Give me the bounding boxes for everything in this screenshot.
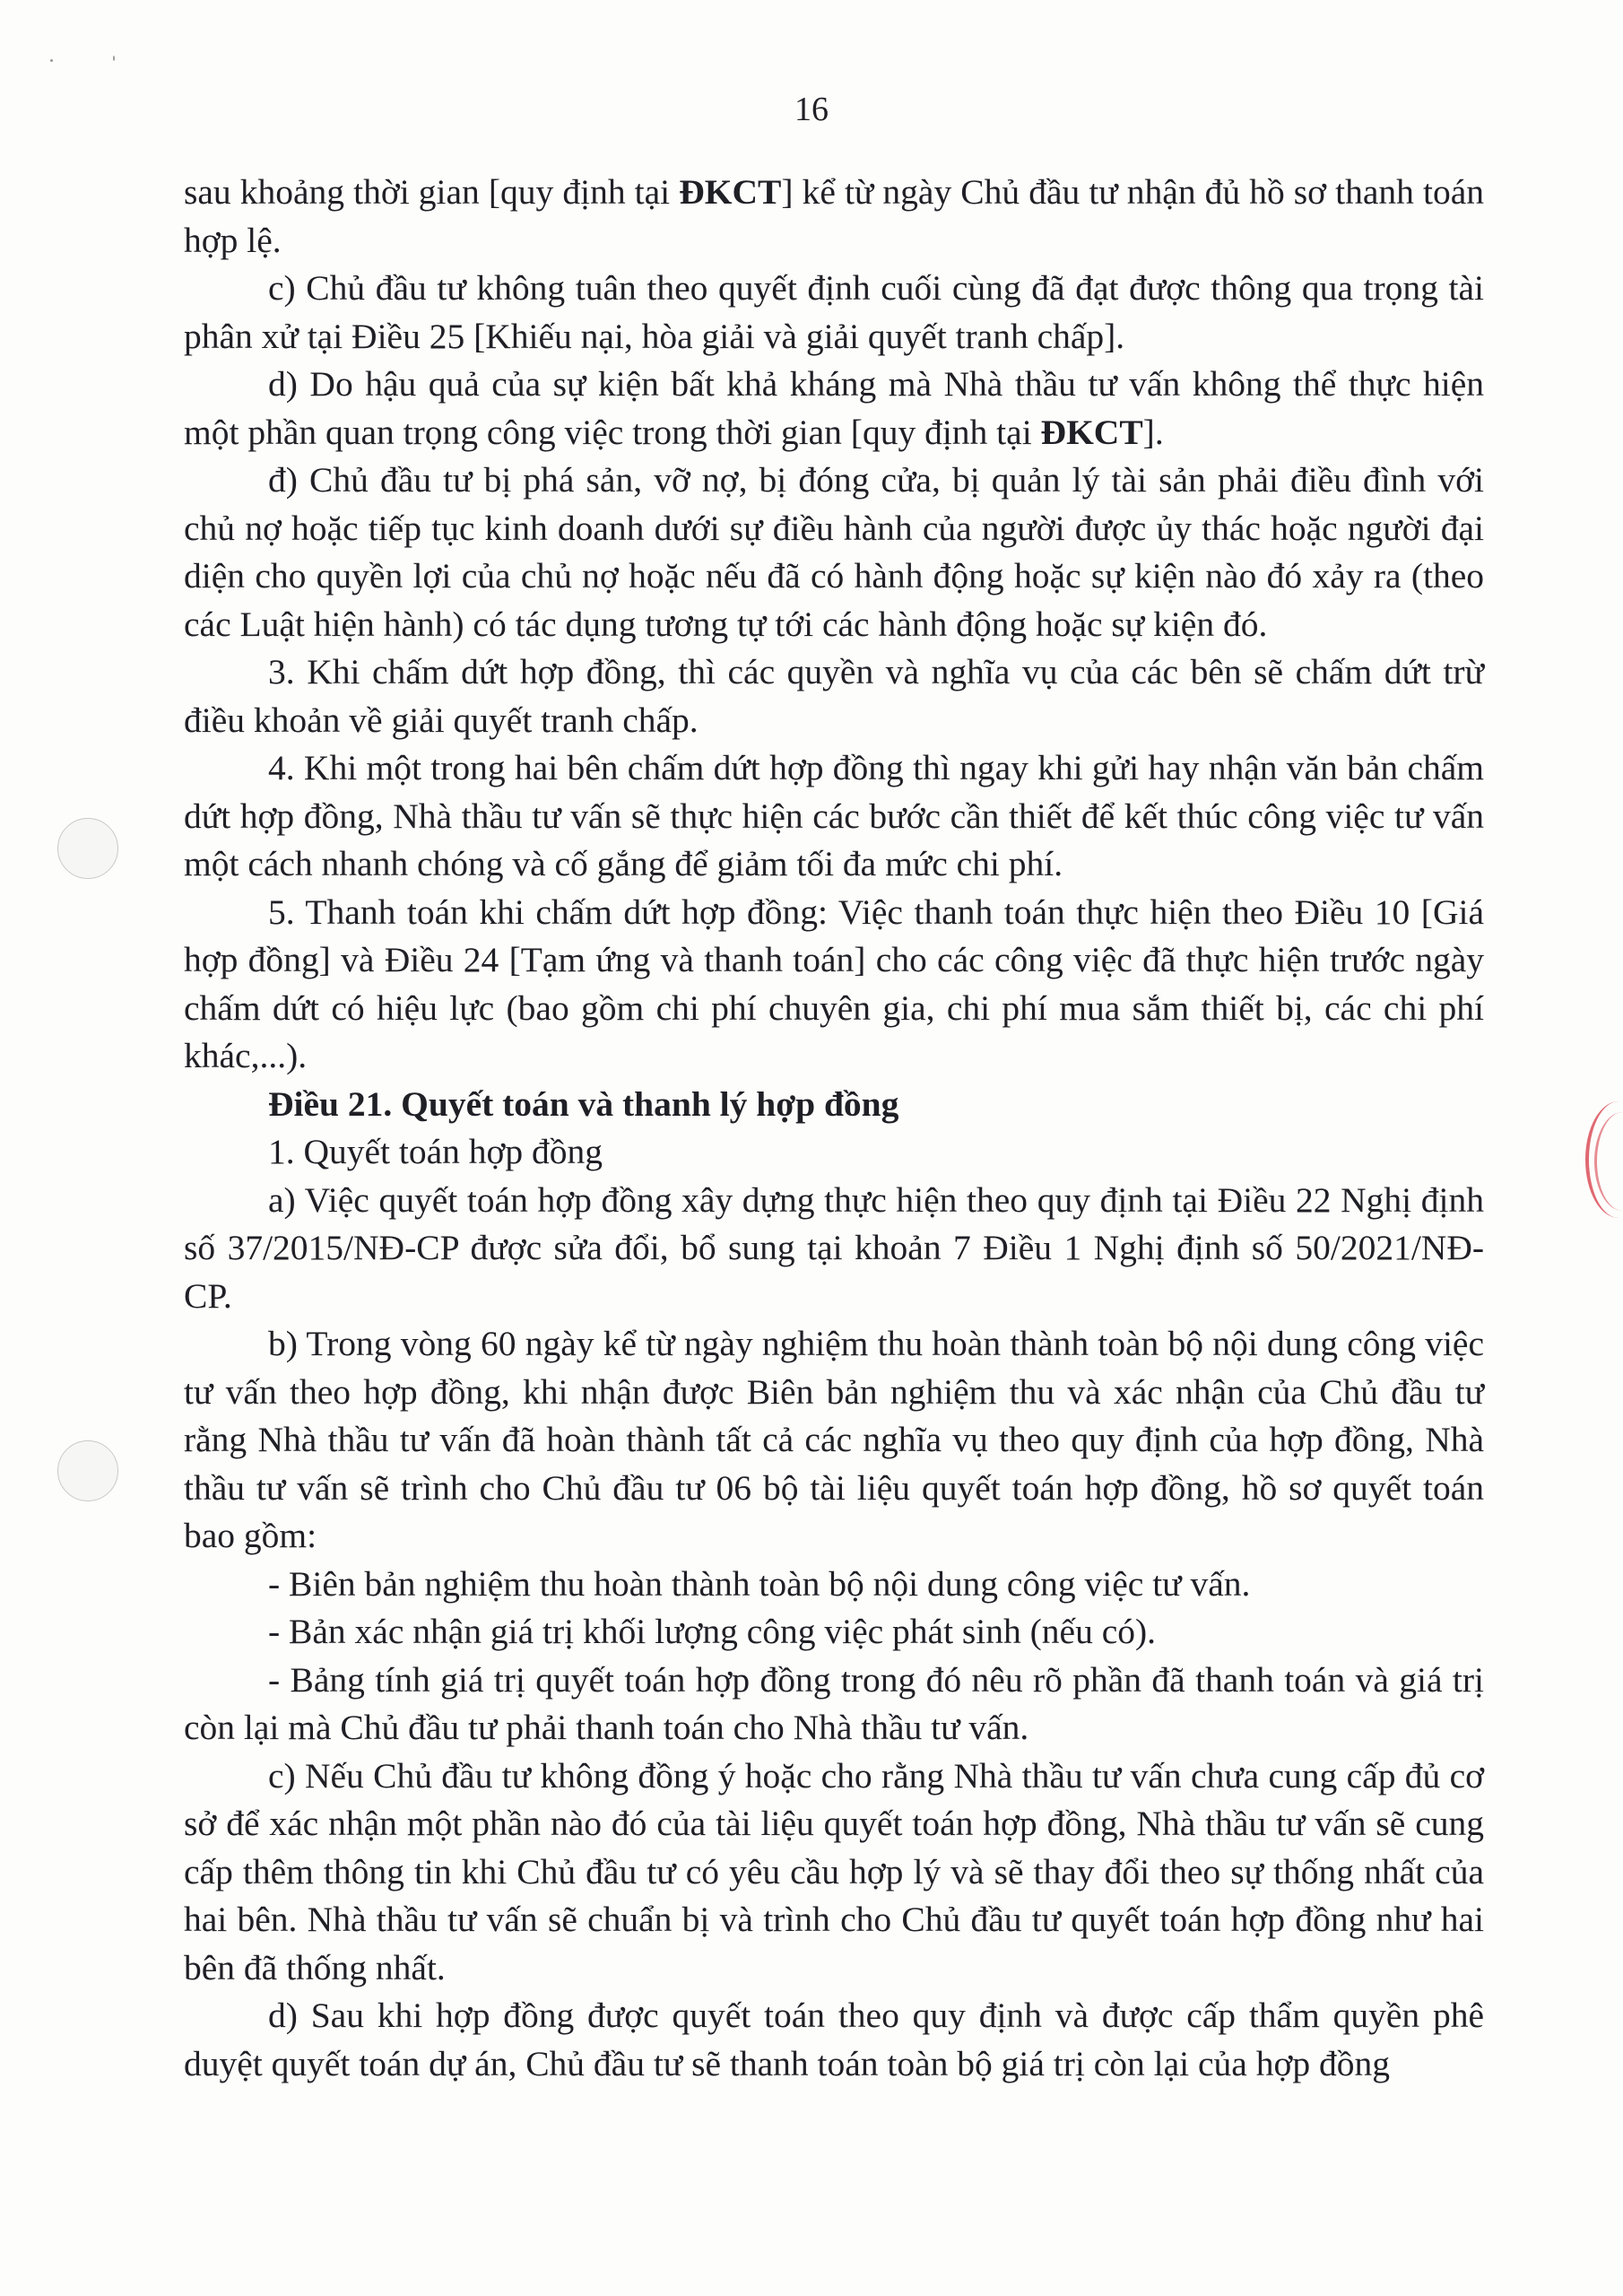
list-item-dash-2: - Bản xác nhận giá trị khối lượng công việc phát sinh (nếu có).: [268, 1612, 1157, 1651]
text: ] kể từ ngày Chủ đầu tư nhận đủ hồ sơ thanh toán hợp lệ.: [184, 172, 1484, 260]
text: d) Do hậu quả của sự kiện bất khả kháng mà Nhà thầu tư vấn không thể thực hiện một phần quan trọng công việc trong thời gian [quy định tại: [184, 364, 1484, 452]
paragraph-c1: c) Nếu Chủ đầu tư không đồng ý hoặc cho rằng Nhà thầu tư vấn chưa cung cấp đủ cơ sở để xác nhận một phần nào đó của tài liệu quyết toán hợp đồng, Nhà thầu tư vấn sẽ cung cấp thêm thông tin khi Chủ đầu tư có yêu cầu hợp lý và sẽ thay đổi theo sự thống nhất của hai bên. Nhà thầu tư vấn sẽ chuẩn bị và trình cho Chủ đầu tư quyết toán hợp đồng như hai bên đã thống nhất.: [184, 1755, 1484, 1987]
list-item-dash-1: - Biên bản nghiệm thu hoàn thành toàn bộ nội dung công việc tư vấn.: [268, 1563, 1251, 1604]
page-number: 16: [794, 91, 829, 128]
section-heading-21: Điều 21. Quyết toán và thanh lý hợp đồng: [268, 1083, 899, 1124]
paragraph-b1: b) Trong vòng 60 ngày kể từ ngày nghiệm thu hoàn thành toàn bộ nội dung công việc tư vấn theo hợp đồng, khi nhận được Biên bản nghiệm thu và xác nhận của Chủ đầu tư rằng Nhà thầu tư vấn đã hoàn thành tất cả các nghĩa vụ theo quy định của hợp đồng, Nhà thầu tư vấn sẽ trình cho Chủ đầu tư 06 bộ tài liệu quyết toán hợp đồng, hồ sơ quyết toán bao gồm:: [184, 1324, 1484, 1555]
paragraph-d: [184, 361, 1484, 457]
subsection-1: 1. Quyết toán hợp đồng: [268, 1132, 603, 1171]
text: ].: [1142, 412, 1164, 452]
paragraph-item-4: 4. Khi một trong hai bên chấm dứt hợp đồng thì ngay khi gửi hay nhận văn bản chấm dứt hợp đồng, Nhà thầu tư vấn sẽ thực hiện các bước cần thiết để kết thúc công việc tư vấn một cách nhanh chóng và cố gắng để giảm tối đa mức chi phí.: [184, 748, 1484, 883]
scan-speck: [113, 56, 115, 61]
paragraph-item-5: 5. Thanh toán khi chấm dứt hợp đồng: Việc thanh toán thực hiện theo Điều 10 [Giá hợp đồng] và Điều 24 [Tạm ứng và thanh toán] cho các công việc đã thực hiện trước ngày chấm dứt có hiệu lực (bao gồm chi phí chuyên gia, chi phí mua sắm thiết bị, các chi phí khác,...).: [184, 891, 1484, 1075]
text-bold: ĐKCT: [679, 172, 782, 212]
punch-hole-bottom: [57, 1440, 118, 1501]
list-item-dash-3: - Bảng tính giá trị quyết toán hợp đồng trong đó nêu rõ phần đã thanh toán và giá trị còn lại mà Chủ đầu tư phải thanh toán cho Nhà thầu tư vấn.: [184, 1659, 1484, 1747]
paragraph-c: c) Chủ đầu tư không tuân theo quyết định cuối cùng đã đạt được thông qua trọng tài phân xử tại Điều 25 [Khiếu nại, hòa giải và giải quyết tranh chấp].: [184, 268, 1484, 356]
document-body: [184, 169, 1484, 2088]
paragraph-continuation: [184, 169, 1484, 265]
paragraph-dd: đ) Chủ đầu tư bị phá sản, vỡ nợ, bị đóng cửa, bị quản lý tài sản phải điều đình với chủ nợ hoặc tiếp tục kinh doanh dưới sự điều hành của người được ủy thác hoặc người đại diện cho quyền lợi của chủ nợ hoặc nếu đã có hành động hoặc sự kiện nào đó xảy ra (theo các Luật hiện hành) có tác dụng tương tự tới các hành động hoặc sự kiện đó.: [184, 460, 1484, 644]
scan-speck: [50, 59, 53, 62]
paragraph-item-3: 3. Khi chấm dứt hợp đồng, thì các quyền và nghĩa vụ của các bên sẽ chấm dứt trừ điều khoản về giải quyết tranh chấp.: [184, 652, 1484, 740]
punch-hole-top: [57, 818, 118, 879]
paragraph-a1: a) Việc quyết toán hợp đồng xây dựng thực hiện theo quy định tại Điều 22 Nghị định số 37/2015/NĐ-CP được sửa đổi, bổ sung tại khoản 7 Điều 1 Nghị định số 50/2021/NĐ-CP.: [184, 1179, 1484, 1316]
text-bold: ĐKCT: [1040, 412, 1143, 452]
paragraph-d1: d) Sau khi hợp đồng được quyết toán theo quy định và được cấp thẩm quyền phê duyệt quyết toán dự án, Chủ đầu tư sẽ thanh toán toàn bộ giá trị còn lại của hợp đồng: [184, 1996, 1484, 2083]
text: sau khoảng thời gian [quy định tại: [184, 172, 680, 212]
